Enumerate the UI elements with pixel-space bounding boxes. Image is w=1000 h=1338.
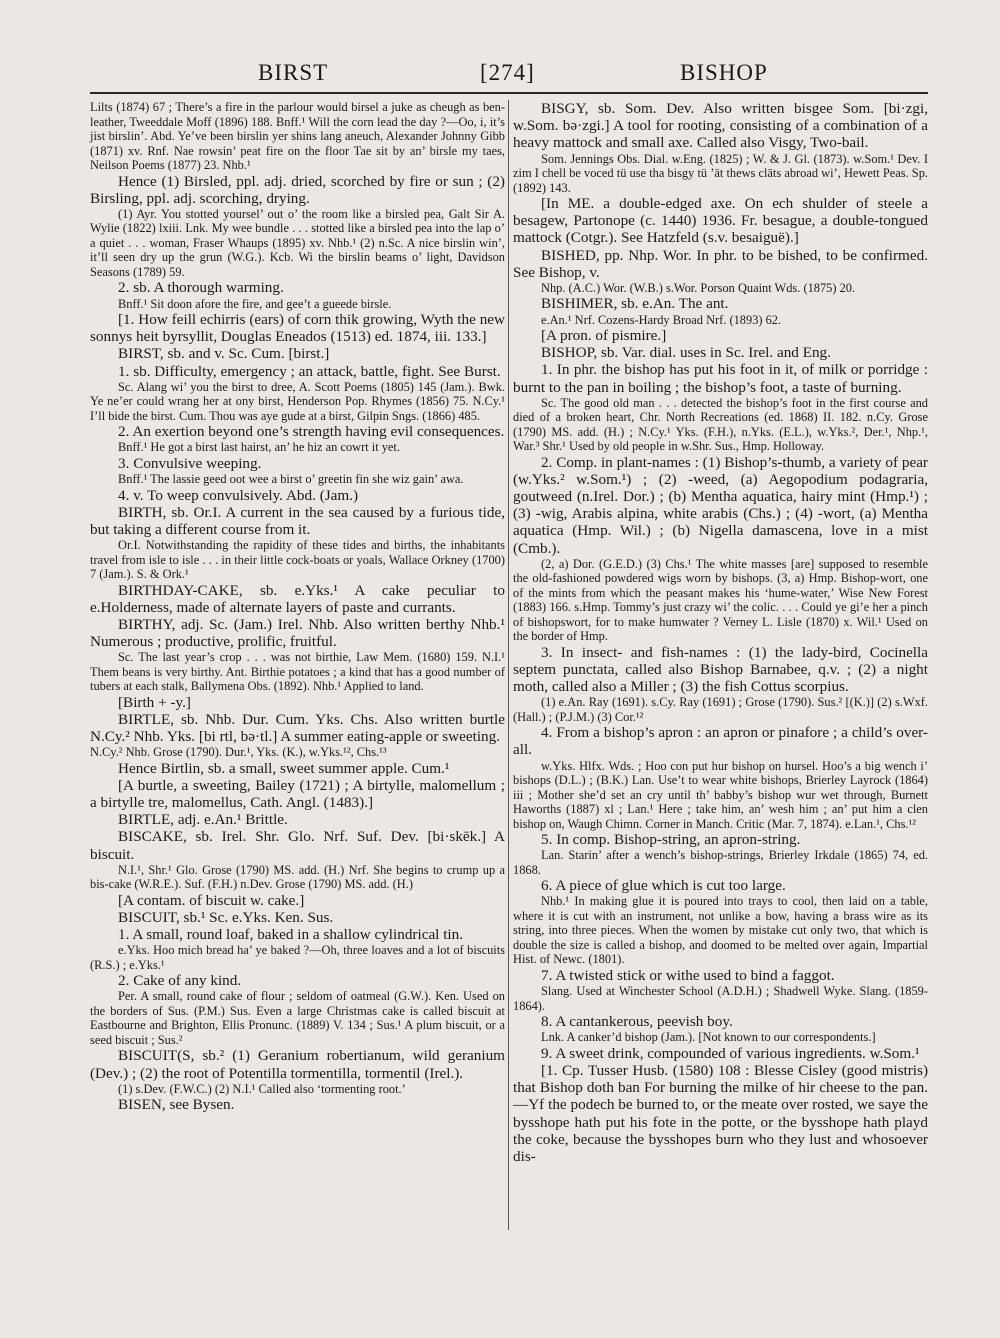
dictionary-paragraph: 2. Comp. in plant-names : (1) Bishop’s-thumb, a variety of pear (w.Yks.² w.Som.¹) ; (2) -weed, (a) Aegopodium podagraria, goutweed (n.Irel. Dor.) ; (b) Mentha aquatica, hairy mint (Hmp.¹) ; (3) -wig, Arabis alpina, white arabis (Chs.) ; (4) -wort, (a) Mentha aquatica (Hmp. Wil.) ; (b) Nigella damascena, love in a mist (Cmb.).: [513, 453, 928, 557]
dictionary-paragraph: Hence (1) Birsled, ppl. adj. dried, scorched by fire or sun ; (2) Birsling, ppl. adj. scorching, drying.: [90, 172, 505, 207]
dictionary-paragraph: 4. v. To weep convulsively. Abd. (Jam.): [118, 486, 359, 504]
dictionary-paragraph: w.Yks. Hlfx. Wds. ; Hoo con put hur bishop on hursel. Hoo’s a big wench i’ bishops (D.L.) ; (B.K.) Lan. Use’t to wear white bishops, Brierley Layrock (1864) iii ; Mother she’d set an cry until th’ babby’s bishop wur wet through, Burnett Haworths (1887) xl ; Lan.¹ Here ; take him, an’ wesh him ; an’ put him a clen bishop on, Waugh Chimn. Corner in Manch. Critic (Mar. 7, 1874). e.Lan.¹, Chs.¹²: [513, 758, 928, 831]
dictionary-paragraph: N.I.¹, Shr.¹ Glo. Grose (1790) MS. add. (H.) Nrf. She begins to crump up a bis-cake (W.R.E.). Suf. (F.H.) n.Dev. Grose (1790) MS. add. (H.): [90, 862, 505, 892]
dictionary-paragraph: BIRTHDAY-CAKE, sb. e.Yks.¹ A cake peculiar to e.Holderness, made of alternate layers of paste and currants.: [90, 581, 505, 616]
dictionary-paragraph: 4. From a bishop’s apron : an apron or pinafore ; a child’s over-all.: [513, 724, 928, 759]
dictionary-paragraph: BIRTH, sb. Or.I. A current in the sea caused by a furious tide, but taking a different course from it.: [90, 503, 505, 538]
dictionary-paragraph: e.An.¹ Nrf. Cozens-Hardy Broad Nrf. (1893) 62.: [541, 312, 782, 327]
page-number: [274]: [480, 60, 535, 85]
dictionary-paragraph: Sc. Alang wi’ you the birst to dree, A. Scott Poems (1805) 145 (Jam.). Bwk. Ye ne’er could wrang her at ony birst, Henderson Pop. Rhymes (1856) 75. N.Cy.¹ I’ll bide the birst. Cum. Thou was aye gude at a birst, Gilpin Sngs. (1866) 485.: [90, 379, 505, 423]
dictionary-paragraph: 9. A sweet drink, compounded of various ingredients. w.Som.¹: [541, 1044, 920, 1062]
dictionary-paragraph: 6. A piece of glue which is cut too large.: [541, 877, 786, 895]
dictionary-paragraph: Som. Jennings Obs. Dial. w.Eng. (1825) ; W. & J. Gl. (1873). w.Som.¹ Dev. I zim I chell be voced tü use tha bisgy tü ’ät thews clāts abroad wi’, Hewett Peas. Sp. (1892) 143.: [513, 151, 928, 195]
dictionary-paragraph: Sc. The last year’s crop . . . was not birthie, Law Mem. (1680) 159. N.I.¹ Them beans is very birthy. Ant. Birthie potatoes ; a kind that has a good number of tubers at each stalk, Ballymena Obs. (1892). Nhb.¹ Applied to land.: [90, 650, 505, 694]
dictionary-paragraph: Sc. The good old man . . . detected the bishop’s foot in the first course and died of a broken heart, Chr. North Recreations (ed. 1868) II. 182. n.Cy. Grose (1790) MS. add. (H.) ; N.Cy.¹ Yks. (F.H.), n.Yks. (E.L.), w.Yks.², Der.¹, Nhp.¹, War.³ Shr.¹ Used by old people in w.Shr. Sus., Hmp. Holloway.: [513, 395, 928, 454]
dictionary-paragraph: Bnff.¹ Sit doon afore the fire, and gee’t a gueede birsle.: [118, 296, 392, 311]
dictionary-paragraph: 2. Cake of any kind.: [118, 972, 242, 990]
dictionary-paragraph: Bnff.¹ The lassie geed oot wee a birst o’ greetin fin she wiz gain’ awa.: [118, 472, 464, 487]
dictionary-paragraph: [1. Cp. Tusser Husb. (1580) 108 : Blesse Cisley (good mistris) that Bishop doth ban For burning the milke of hir cheese to the pan.—Yf the podech be burned to, or the meate over rosted, we saye the bysshope hath put his fote in the potte, or the bysshope hath playd the coke, because the bysshopes burn who they lust and whosoever dis-: [513, 1061, 928, 1165]
dictionary-paragraph: BISHOP, sb. Var. dial. uses in Sc. Irel. and Eng.: [541, 344, 831, 362]
dictionary-paragraph: 2. An exertion beyond one’s strength having evil consequences.: [118, 423, 505, 441]
dictionary-paragraph: BISCAKE, sb. Irel. Shr. Glo. Nrf. Suf. Dev. [bi·skēk.] A biscuit.: [90, 828, 505, 863]
running-head-left: BIRST: [258, 60, 329, 85]
dictionary-paragraph: 1. sb. Difficulty, emergency ; an attack, battle, fight. See Burst.: [118, 362, 501, 380]
dictionary-paragraph: [A pron. of pismire.]: [541, 327, 667, 345]
dictionary-paragraph: (1) s.Dev. (F.W.C.) (2) N.I.¹ Called also ‘tormenting root.’: [118, 1081, 406, 1096]
dictionary-paragraph: BISCUIT, sb.¹ Sc. e.Yks. Ken. Sus.: [118, 908, 334, 926]
dictionary-paragraph: Slang. Used at Winchester School (A.D.H.) ; Shadwell Wyke. Slang. (1859-1864).: [513, 984, 928, 1013]
dictionary-paragraph: BIRTHY, adj. Sc. (Jam.) Irel. Nhb. Also written berthy Nhb.¹ Numerous ; productive, prolific, fruitful.: [90, 615, 505, 651]
dictionary-paragraph: BIRTLE, sb. Nhb. Dur. Cum. Yks. Chs. Also written burtle N.Cy.² Nhb. Yks. [bi rtl, bə·tl.] A summer eating-apple or sweeting.: [90, 710, 505, 746]
right-column: [513, 100, 928, 1165]
dictionary-paragraph: e.Yks. Hoo mich bread ha’ ye baked ?—Oh, three loaves and a lot of biscuits (R.S.) ; e.Yks.¹: [90, 943, 505, 972]
dictionary-paragraph: 3. In insect- and fish-names : (1) the lady-bird, Cocinella septem punctata, called also Bishop Barnabee, q.v. ; (2) a night moth, called also a Miller ; (3) the fish Cottus scorpius.: [513, 643, 928, 696]
dictionary-paragraph: N.Cy.² Nhb. Grose (1790). Dur.¹, Yks. (K.), w.Yks.¹², Chs.¹³: [90, 745, 387, 760]
dictionary-paragraph: [A contam. of biscuit w. cake.]: [118, 891, 305, 909]
dictionary-paragraph: BIRST, sb. and v. Sc. Cum. [birst.]: [118, 345, 330, 363]
dictionary-paragraph: Nhb.¹ In making glue it is poured into trays to cool, then laid on a table, where it is cut with an instrument, not unlike a bow, having a brass wire as its string, into three pieces. When the women by mistake cut only two, that which is double the size is called a bishop, and doomed to be melted over again, Impartial Hist. of Newc. (1801).: [513, 894, 928, 967]
dictionary-paragraph: (1) e.An. Ray (1691). s.Cy. Ray (1691) ; Grose (1790). Sus.² [(K.)] (2) s.Wxf. (Hall.) ; (P.J.M.) (3) Cor.¹²: [513, 695, 928, 724]
column-divider: [508, 100, 509, 1230]
header-rule: [90, 92, 928, 94]
dictionary-paragraph: BISCUIT(S, sb.² (1) Geranium robertianum, wild geranium (Dev.) ; (2) the root of Potentilla tormentilla, tormentil (Irel.).: [90, 1047, 505, 1082]
dictionary-paragraph: 8. A cantankerous, peevish boy.: [541, 1013, 733, 1031]
dictionary-paragraph: 1. A small, round loaf, baked in a shallow cylindrical tin.: [118, 926, 464, 944]
running-head-right: BISHOP: [680, 60, 768, 85]
dictionary-paragraph: [In ME. a double-edged axe. On ech shulder of steele a besagew, Partonope (c. 1440) 1936. Fr. besague, a double-tongued mattock (Cotgr.). See Hatzfeld (s.v. besaiguë).]: [513, 195, 928, 247]
dictionary-paragraph: (1) Ayr. You stotted yoursel’ out o’ the room like a birsled pea, Galt Sir A. Wylie (1822) lxiii. Lnk. My wee bundle . . . stotted like a birsled pea into the lap o’ a quiet . . . woman, Fraser Whaups (1895) xv. Nhb.¹ (2) n.Sc. A nice birslin win’, it’ll seen dry up the grun (W.G.). Kcb. Wi the birslin beams o’ light, Davidson Seasons (1789) 59.: [90, 206, 505, 279]
dictionary-paragraph: BISEN, see Bysen.: [118, 1096, 235, 1114]
dictionary-paragraph: [1. How feill echirris (ears) of corn thik growing, Wyth the new sonnys heit byrsyllit, Douglas Eneados (1513) ed. 1874, iii. 133.]: [90, 311, 505, 346]
left-column: [90, 100, 505, 1114]
dictionary-paragraph: 7. A twisted stick or withe used to bind a faggot.: [541, 966, 835, 984]
dictionary-paragraph: Nhp. (A.C.) Wor. (W.B.) s.Wor. Porson Quaint Wds. (1875) 20.: [541, 280, 856, 295]
dictionary-paragraph: (2, a) Dor. (G.E.D.) (3) Chs.¹ The white masses [are] supposed to resemble the old-fashioned powdered wigs worn by bishops. (3, a) Hmp. Bishop-wort, one of the mints from which the peasant makes his ‘hume-water,’ Wise New Forest (1883) 166. s.Hmp. Tommy’s just crazy wi’ the colic. . . . Could ye gi’e her a pinch of bishopswort, for to make humwater ? Verney L. Lisle (1870) x. Wil.¹ Used on the border of Hmp.: [513, 556, 928, 644]
dictionary-paragraph: 5. In comp. Bishop-string, an apron-string.: [541, 831, 801, 849]
dictionary-paragraph: [Birth + -y.]: [118, 693, 191, 711]
dictionary-paragraph: Per. A small, round cake of flour ; seldom of oatmeal (G.W.). Ken. Used on the borders of Sus. (P.M.) Sus. Even a large Christmas cake is called biscuit at Eastbourne and Brighton, Ellis Pronunc. (1889) V. 134 ; Sus.¹ A plum biscuit, or a seed biscuit ; Sus.²: [90, 989, 505, 1047]
dictionary-paragraph: 2. sb. A thorough warming.: [118, 279, 284, 297]
dictionary-paragraph: 1. In phr. the bishop has put his foot in it, of milk or porridge : burnt to the pan in boiling ; the bishop’s foot, a taste of burning.: [513, 361, 928, 396]
dictionary-paragraph: BISHED, pp. Nhp. Wor. In phr. to be bished, to be confirmed. See Bishop, v.: [513, 246, 928, 281]
dictionary-paragraph: BISGY, sb. Som. Dev. Also written bisgee Som. [bi·zgi, w.Som. bə·zgi.] A tool for rooting, consisting of a combination of a heavy mattock and small axe. Called also Visgy, Two-bail.: [513, 100, 928, 152]
dictionary-paragraph: Or.I. Notwithstanding the rapidity of these tides and births, the inhabitants travel from isle to isle . . . in their little cock-boats or yoals, Wallace Orkney (1700) 7 (Jam.). S. & Ork.¹: [90, 538, 505, 582]
dictionary-paragraph: Lan. Starin’ after a wench’s bishop-strings, Brierley Irkdale (1865) 74, ed. 1868.: [513, 848, 928, 877]
dictionary-paragraph: Lnk. A canker’d bishop (Jam.). [Not known to our correspondents.]: [541, 1030, 876, 1045]
dictionary-paragraph: BIRTLE, adj. e.An.¹ Brittle.: [118, 811, 288, 829]
dictionary-paragraph: BISHIMER, sb. e.An. The ant.: [541, 295, 729, 313]
dictionary-paragraph: Bnff.¹ He got a birst last hairst, an’ he hiz an cowrt it yet.: [118, 440, 400, 455]
dictionary-paragraph: [A burtle, a sweeting, Bailey (1721) ; A birtylle, malomellum ; a birtylle tre, malomellus, Cath. Angl. (1483).]: [90, 776, 505, 812]
dictionary-paragraph: Hence Birtlin, sb. a small, sweet summer apple. Cum.¹: [118, 759, 450, 777]
dictionary-paragraph: Lilts (1874) 67 ; There’s a fire in the parlour would birsel a juke as cheugh as ben-leather, Tweeddale Moff (1896) 188. Bnff.¹ Will the corn lead the day ?—Oo, i, it’s jist birslin’. Abd. Ye’ve been birslin yer shins lang aneuch, Alexander Johnny Gibb (1871) xv. Rnf. Nae rowsin’ peat fire on the floor Tae sit by an’ birsle my taes, Neilson Poems (1877) 23. Nhb.¹: [90, 100, 505, 172]
dictionary-paragraph: 3. Convulsive weeping.: [118, 454, 262, 472]
